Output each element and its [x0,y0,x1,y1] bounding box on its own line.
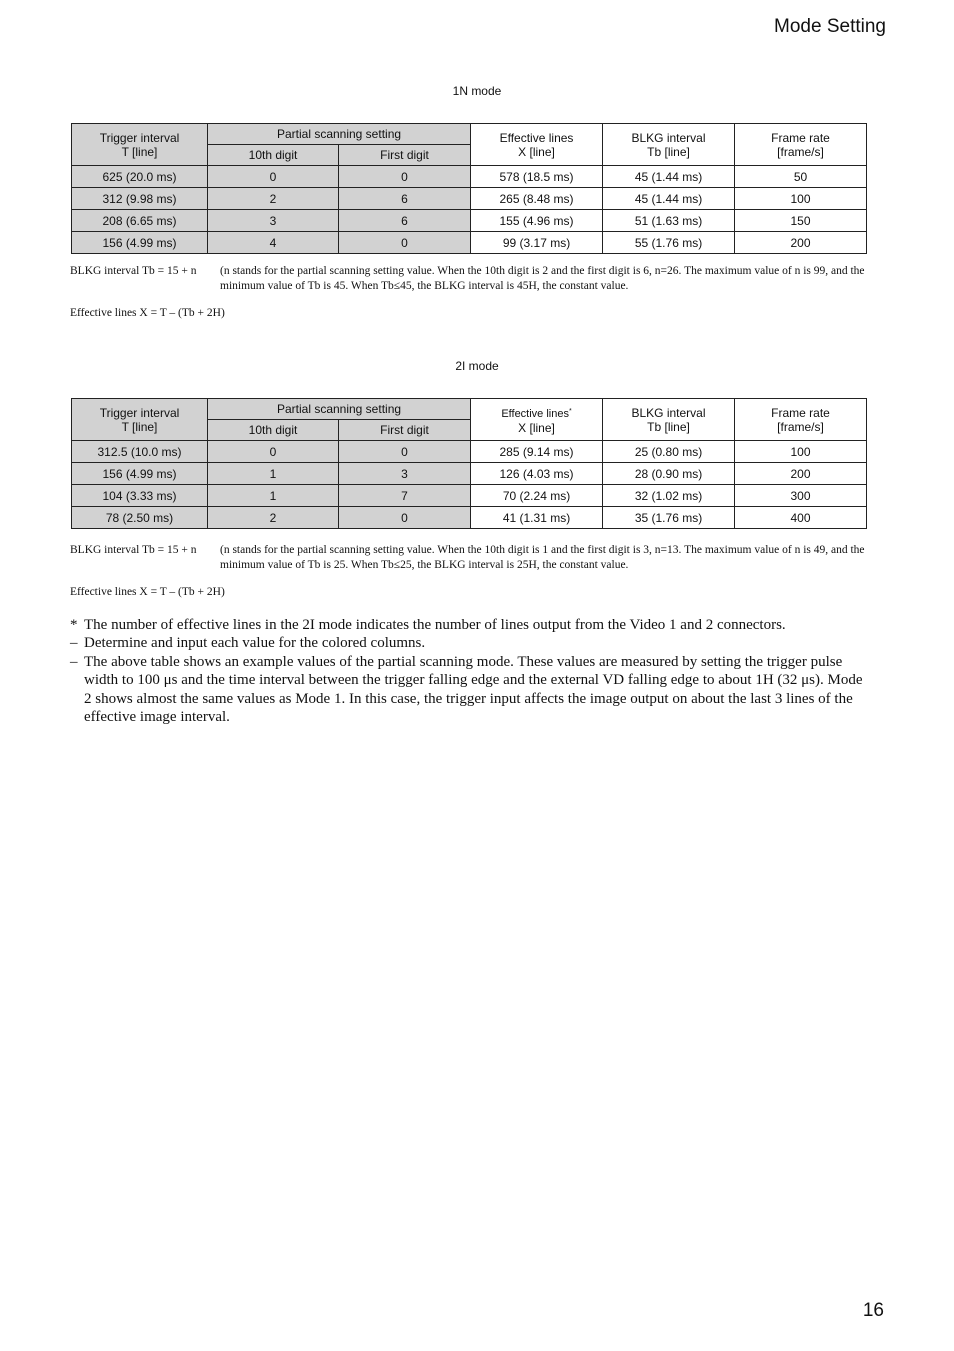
table-row: 312 (9.98 ms) 2 6 265 (8.48 ms) 45 (1.44 ms) 100 [72,188,867,210]
header-frame-rate: Frame rate [frame/s] [735,399,867,441]
table-1n [71,123,867,254]
header-partial-scanning: Partial scanning setting [208,124,471,145]
table-row: 156 (4.99 ms) 1 3 126 (4.03 ms) 28 (0.90 ms) 200 [72,463,867,485]
header-blkg-interval: BLKG interval Tb [line] [603,124,735,166]
table-2i [71,398,867,529]
table-1n-formula: Effective lines X = T – (Tb + 2H) [70,307,225,319]
note-text: (n stands for the partial scanning setting value. When the 10th digit is 1 and the first digit is 3, n=13. The maximum value of n is 49, and the minimum value of Tb is 25. When Tb≤25, the BLKG interval is 25H, the constant value. [220,544,865,571]
note-text: (n stands for the partial scanning setting value. When the 10th digit is 2 and the first digit is 6, n=26. The maximum value of n is 99, and the minimum value of Tb is 45. When Tb≤45, the BLKG interval is 45H, the constant value. [220,265,865,292]
page-number: 16 [862,1300,884,1321]
header-blkg-interval: BLKG interval Tb [line] [603,399,735,441]
asterisk-mark: * [568,407,572,415]
header-effective-lines: Effective lines X [line] [471,124,603,166]
header-10th-digit: 10th digit [208,420,339,441]
table-1n-caption: 1N mode [452,84,502,98]
header-effective-lines: Effective lines* X [line] [471,399,603,441]
header-frame-rate: Frame rate [frame/s] [735,124,867,166]
header-trigger-interval: Trigger interval T [line] [72,399,208,441]
note-label: BLKG interval Tb = 15 + n [70,544,197,556]
table-2i-formula: Effective lines X = T – (Tb + 2H) [70,586,225,598]
page-header-title: Mode Setting [774,16,886,37]
list-item: – Determine and input each value for the colored columns. [70,635,426,652]
table-row: 104 (3.33 ms) 1 7 70 (2.24 ms) 32 (1.02 ms) 300 [72,485,867,507]
table-2i-caption: 2I mode [455,359,499,373]
header-first-digit: First digit [339,145,471,166]
note-label: BLKG interval Tb = 15 + n [70,265,197,277]
header-10th-digit: 10th digit [208,145,339,166]
table-row: 78 (2.50 ms) 2 0 41 (1.31 ms) 35 (1.76 ms) 400 [72,507,867,529]
table-row: 208 (6.65 ms) 3 6 155 (4.96 ms) 51 (1.63 ms) 150 [72,210,867,232]
table-row: 312.5 (10.0 ms) 0 0 285 (9.14 ms) 25 (0.80 ms) 100 [72,441,867,463]
list-item: – The above table shows an example values of the partial scanning mode. These values are measured by setting the trigger pulse width to 100 μs and the time interval between the trigger falling edge and the external VD falling edge to about 1H (32 μs). Mode 2 shows almost the same values as Mode 1. In this case, the trigger input affects the image output on about the last 3 lines of the effective image interval. [70,653,863,726]
header-first-digit: First digit [339,420,471,441]
table-row: 625 (20.0 ms) 0 0 578 (18.5 ms) 45 (1.44 ms) 50 [72,166,867,188]
remarks-list [70,616,870,726]
table-row: 156 (4.99 ms) 4 0 99 (3.17 ms) 55 (1.76 ms) 200 [72,232,867,254]
header-trigger-interval: Trigger interval T [line] [72,124,208,166]
header-partial-scanning: Partial scanning setting [208,399,471,420]
list-item: * The number of effective lines in the 2I mode indicates the number of lines output from the Video 1 and 2 connectors. [70,617,786,633]
